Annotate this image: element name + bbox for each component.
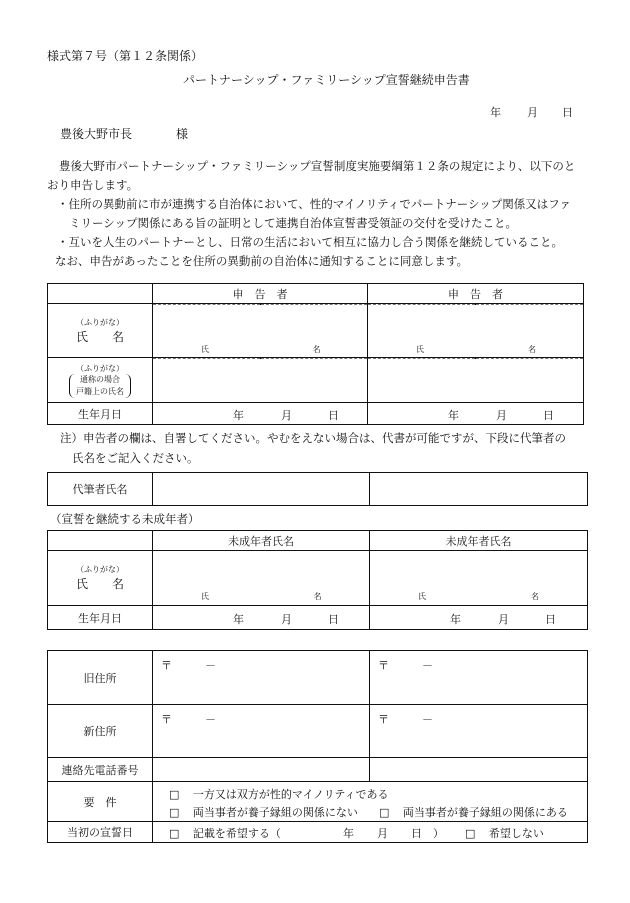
minor-1-dob[interactable] [153, 606, 370, 630]
initial-oath-option-2-label: 希望しない [488, 827, 544, 840]
minors-header-blank [48, 531, 153, 551]
checkbox-icon[interactable]: □ [379, 806, 390, 819]
dob-year: 年 [233, 613, 244, 626]
intro-line-2: おり申告します。 [47, 178, 139, 192]
addressee-honorific: 様 [176, 127, 189, 141]
requirement-option-1[interactable] [169, 786, 389, 802]
initial-oath-label: 当初の宣誓日 [48, 822, 153, 843]
name-row-label [48, 304, 153, 358]
initial-oath-option-1[interactable] [169, 825, 281, 841]
requirement-option-3-label: 両当事者が養子縁組の関係にある [402, 806, 568, 819]
requirement-option-2[interactable] [169, 804, 358, 820]
dob-year: 年 [448, 409, 459, 422]
alias-row-label [48, 358, 153, 403]
dob-label: 生年月日 [48, 403, 153, 425]
minors-table [47, 530, 588, 630]
family-label: 氏 [416, 345, 424, 354]
new-address-label: 新住所 [48, 705, 153, 758]
address-table [47, 650, 588, 843]
bullet-1-line-2: ミリーシップ関係にある旨の証明として連携自治体宣誓書受領証の交付を受けたこと。 [69, 216, 518, 230]
name-label: 氏 名 [75, 577, 124, 591]
minor-2-dob[interactable] [370, 606, 588, 630]
applicant-2-dob[interactable] [368, 403, 584, 425]
phone-label: 連絡先電話番号 [48, 758, 153, 782]
given-label: 名 [312, 345, 321, 354]
applicant-1-given-name[interactable] [260, 304, 368, 354]
applicant-2-given-name[interactable] [475, 304, 583, 354]
old-address-label: 旧住所 [48, 651, 153, 705]
dob-month: 月 [281, 613, 292, 626]
oath-month: 月 [377, 827, 388, 840]
alias-bracket [69, 374, 131, 398]
applicant-2-family-name[interactable] [368, 304, 475, 354]
applicant-2-name-cell[interactable] [368, 304, 584, 358]
old-address-1[interactable] [153, 651, 370, 705]
checkbox-icon[interactable]: □ [465, 827, 476, 840]
applicant-2-alias-given[interactable] [475, 358, 583, 359]
initial-oath-option-1-label: 記載を希望する（ [192, 827, 281, 840]
form-number: 様式第７号（第１２条関係） [47, 49, 204, 63]
given-label: 名 [528, 345, 536, 354]
applicant-1-header: 申 告 者 [153, 284, 368, 304]
initial-oath-options [153, 822, 588, 843]
applicant-1-dob[interactable] [153, 403, 368, 425]
requirements-label: 要 件 [48, 782, 153, 822]
applicant-1-alias-given[interactable] [260, 358, 368, 359]
proxy-table [47, 472, 588, 506]
checkbox-icon[interactable]: □ [169, 788, 180, 801]
requirements-options [153, 782, 588, 822]
furigana-label: （ふりがな） [76, 363, 124, 373]
postal-mark: 〒 － [161, 659, 216, 672]
family-label: 氏 [418, 592, 426, 601]
minor-2-header: 未成年者氏名 [370, 531, 588, 551]
applicant-1-alias-cell[interactable] [153, 358, 368, 403]
bullet-2: ・互いを人生のパートナーとし、日常の生活において相互に協力し合う関係を継続していること。 [57, 235, 563, 249]
oath-day: 日 [411, 827, 422, 840]
applicant-2-alias-cell[interactable] [368, 358, 584, 403]
postal-mark: 〒 － [378, 713, 433, 726]
minor-2-name-cell[interactable] [370, 551, 588, 606]
applicant-2-header: 申 告 者 [368, 284, 584, 304]
page-title: パートナーシップ・ファミリーシップ宣誓継続申告書 [183, 73, 470, 87]
applicant-1-alias-family[interactable] [153, 358, 260, 359]
dob-month: 月 [281, 409, 292, 422]
minor-1-name-cell[interactable] [153, 551, 370, 606]
requirement-option-2-label: 両当事者が養子縁組の関係にない [192, 806, 358, 819]
given-label: 名 [531, 592, 539, 601]
addressee-name: 豊後大野市長 [60, 127, 133, 141]
applicants-table [47, 283, 584, 425]
phone-2[interactable] [370, 758, 588, 782]
applicant-1-name-cell[interactable] [153, 304, 368, 358]
postal-mark: 〒 － [161, 713, 216, 726]
proxy-name-2[interactable] [370, 473, 588, 506]
applicant-2-alias-family[interactable] [368, 358, 475, 359]
note-line-2: 氏名をご記入ください。 [72, 451, 199, 465]
family-label: 氏 [201, 345, 209, 354]
dob-day: 日 [545, 613, 556, 626]
dob-year: 年 [450, 613, 461, 626]
initial-oath-option-2[interactable] [465, 825, 544, 841]
family-label: 氏 [201, 592, 209, 601]
new-address-2[interactable] [370, 705, 588, 758]
phone-1[interactable] [153, 758, 370, 782]
minor-dob-label: 生年月日 [48, 606, 153, 630]
given-label: 名 [313, 592, 322, 601]
bullet-1-line-1: ・住所の異動前に市が連携する自治体において、性的マイノリティでパートナーシップ関係又はファ [57, 197, 572, 211]
date-year-label: 年 [490, 106, 501, 119]
intro-paragraph [47, 157, 592, 271]
consent-text: なお、申告があったことを住所の異動前の自治体に通知することに同意します。 [55, 254, 468, 268]
date-month-label: 月 [527, 106, 538, 119]
oath-year: 年 [343, 827, 354, 840]
note-line-1: 注）申告者の欄は、自署してください。やむをえない場合は、代書が可能ですが、下段に代筆者の [60, 431, 566, 445]
alias-line-2: 戸籍上の氏名 [76, 386, 124, 396]
checkbox-icon[interactable]: □ [169, 827, 180, 840]
applicant-1-family-name[interactable] [153, 304, 260, 354]
new-address-1[interactable] [153, 705, 370, 758]
requirement-option-3[interactable] [379, 804, 568, 820]
furigana-label: （ふりがな） [76, 317, 124, 327]
furigana-label: （ふりがな） [76, 565, 124, 574]
dob-day: 日 [328, 409, 339, 422]
dob-year: 年 [233, 409, 244, 422]
applicants-header-blank [48, 284, 153, 304]
proxy-name-1[interactable] [153, 473, 370, 506]
dob-day: 日 [328, 613, 339, 626]
dob-month: 月 [498, 613, 509, 626]
oath-close-paren: ） [433, 827, 444, 840]
minor-name-label [48, 551, 153, 606]
dob-day: 日 [543, 409, 554, 422]
old-address-2[interactable] [370, 651, 588, 705]
checkbox-icon[interactable]: □ [169, 806, 180, 819]
postal-mark: 〒 － [378, 659, 433, 672]
dob-month: 月 [496, 409, 507, 422]
name-label: 氏 名 [75, 329, 124, 344]
minor-1-header: 未成年者氏名 [153, 531, 370, 551]
minor-section-title: （宣誓を継続する未成年者） [50, 512, 200, 526]
requirement-option-1-label: 一方又は双方が性的マイノリティである [192, 788, 389, 801]
alias-line-1: 通称の場合 [80, 374, 120, 384]
proxy-label: 代筆者氏名 [48, 473, 153, 506]
date-day-label: 日 [562, 106, 573, 119]
intro-line-1: 豊後大野市パートナーシップ・ファミリーシップ宣誓制度実施要綱第１２条の規定により、以下のと [59, 159, 576, 173]
